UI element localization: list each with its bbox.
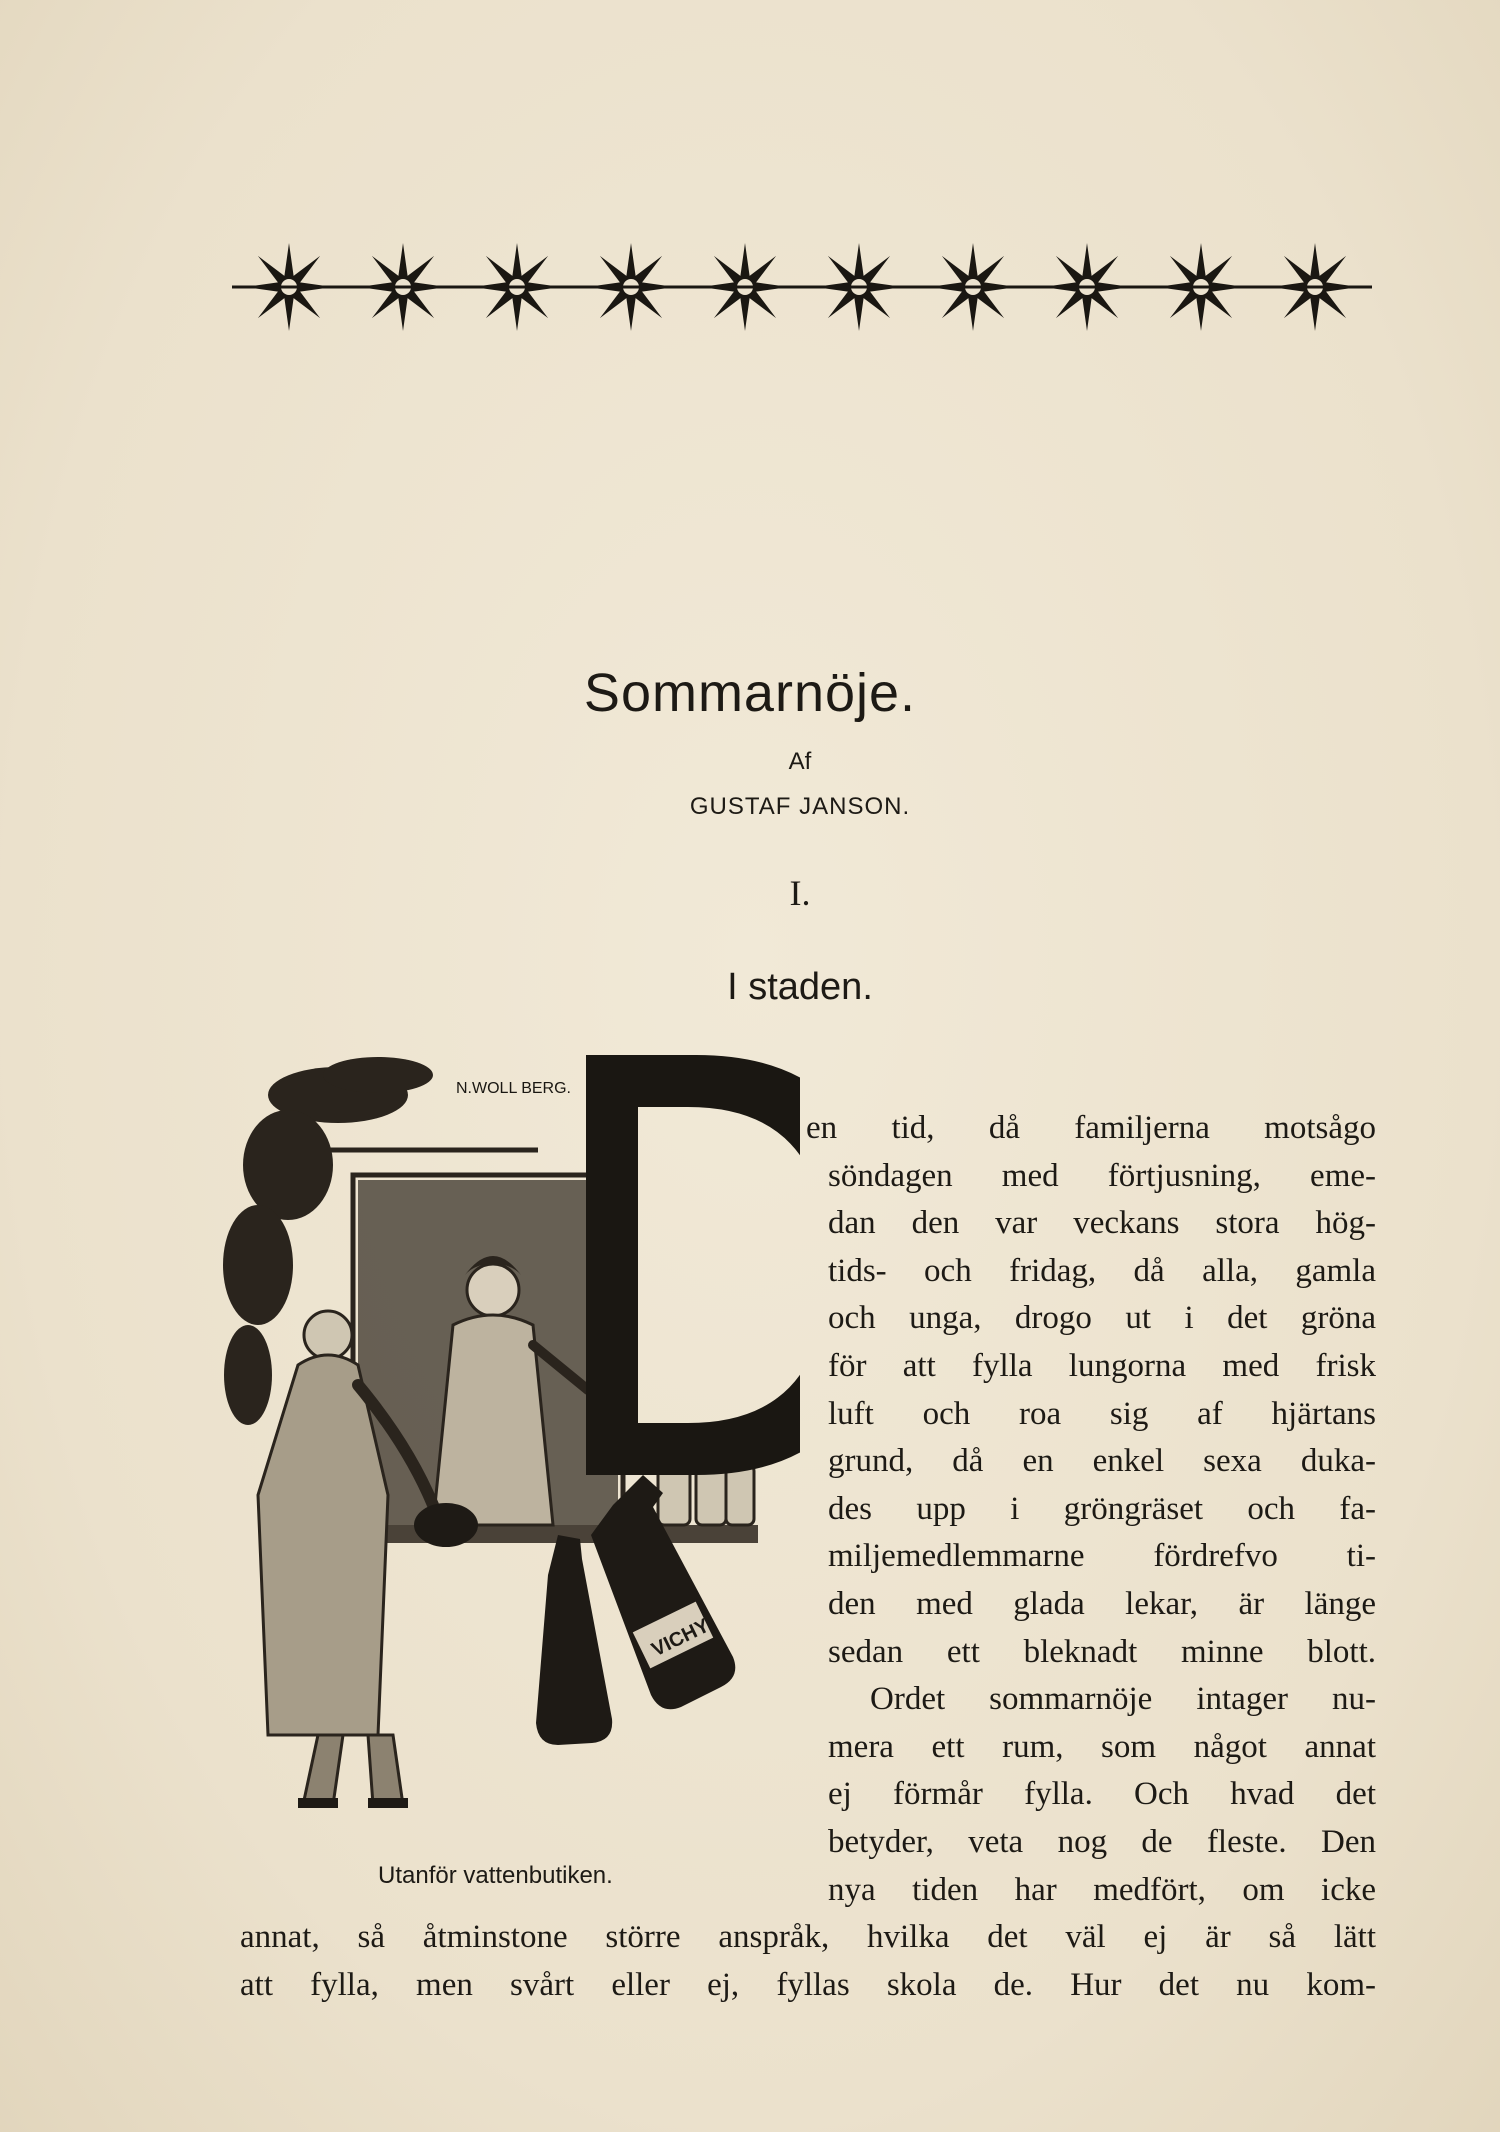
body-text-line: dan den var veckans stora hög-	[828, 1205, 1376, 1242]
body-text-line: en tid, då familjerna motsågo	[806, 1110, 1376, 1146]
body-text-line: söndagen med förtjusning, eme-	[828, 1157, 1376, 1194]
bottle-label: VICHY	[648, 1614, 713, 1662]
body-text-line: och unga, drogo ut i det gröna	[828, 1300, 1376, 1337]
body-text-line: den med glada lekar, är länge	[828, 1586, 1376, 1622]
article-title: Sommarnöje.	[583, 663, 917, 723]
illustration-caption: Utanför vattenbutiken.	[378, 1862, 613, 1889]
author-name: GUSTAF JANSON.	[689, 793, 911, 820]
illustrator-signature: N.WOLL BERG.	[456, 1080, 571, 1097]
body-text-line: Ordet sommarnöje intager nu-	[870, 1681, 1376, 1718]
body-text-line: tids- och fridag, då alla, gamla	[828, 1252, 1376, 1289]
illustration-vattenbutiken	[218, 1055, 800, 1835]
body-text-line: för att fylla lungorna med frisk	[828, 1348, 1376, 1384]
body-text-line: annat, så åtminstone större anspråk, hvilka det väl ej är så lätt	[240, 1919, 1376, 1956]
body-text-line: miljemedlemmarne fördrefvo ti-	[828, 1538, 1376, 1575]
byline-prefix: Af	[788, 748, 812, 775]
part-number: I.	[789, 873, 811, 913]
body-text-line: nya tiden har medfört, om icke	[828, 1871, 1376, 1908]
body-text-line: betyder, veta nog de fleste. Den	[828, 1824, 1376, 1860]
body-text-line: grund, då en enkel sexa duka-	[828, 1443, 1376, 1480]
section-title: I staden.	[727, 966, 873, 1008]
body-text-line: ej förmår fylla. Och hvad det	[828, 1776, 1376, 1813]
body-text-line: des upp i gröngräset och fa-	[828, 1490, 1376, 1527]
body-text-line: mera ett rum, som något annat	[828, 1728, 1376, 1765]
body-text-line: att fylla, men svårt eller ej, fyllas skola de. Hur det nu kom-	[240, 1966, 1376, 2003]
body-text-line: sedan ett bleknadt minne blott.	[828, 1633, 1376, 1670]
drop-cap-letter	[586, 1055, 800, 1475]
body-text-line: luft och roa sig af hjärtans	[828, 1395, 1376, 1432]
decorative-ornament-band	[232, 238, 1372, 336]
